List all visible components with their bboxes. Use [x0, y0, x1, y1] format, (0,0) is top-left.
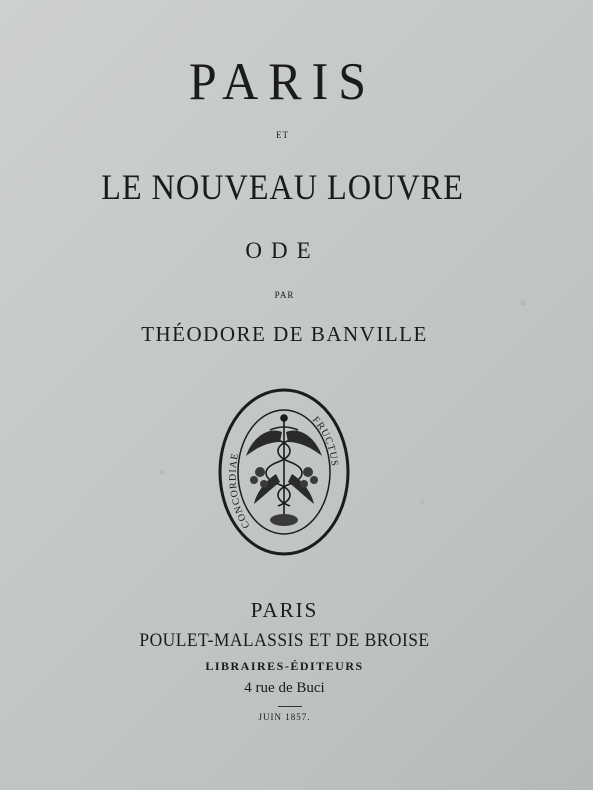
- foxing-spot: [420, 500, 424, 504]
- genre-label: ODE: [245, 238, 320, 263]
- imprint-city: PARIS: [250, 598, 319, 622]
- book-subtitle: LE NOUVEAU LOUVRE: [101, 167, 464, 207]
- foxing-spot: [520, 300, 526, 306]
- imprint-address: 4 rue de Buci: [244, 680, 325, 696]
- imprint-date: JUIN 1857.: [258, 712, 311, 722]
- foxing-spot: [160, 470, 165, 475]
- by-label: PAR: [274, 290, 295, 300]
- book-title: PARIS: [188, 51, 377, 111]
- imprint-divider: [278, 706, 302, 707]
- author-name: THÉODORE DE BANVILLE: [141, 322, 428, 346]
- publisher-emblem: [216, 386, 352, 558]
- imprint-role: LIBRAIRES-ÉDITEURS: [205, 659, 364, 673]
- emblem-motto-left: CONCORDIAE: [227, 451, 253, 531]
- imprint-publisher: POULET-MALASSIS ET DE BROISE: [139, 630, 430, 651]
- emblem-motto-right: FRUCTUS: [309, 414, 340, 468]
- title-connector: ET: [276, 130, 289, 140]
- caduceus-icon: [266, 415, 302, 518]
